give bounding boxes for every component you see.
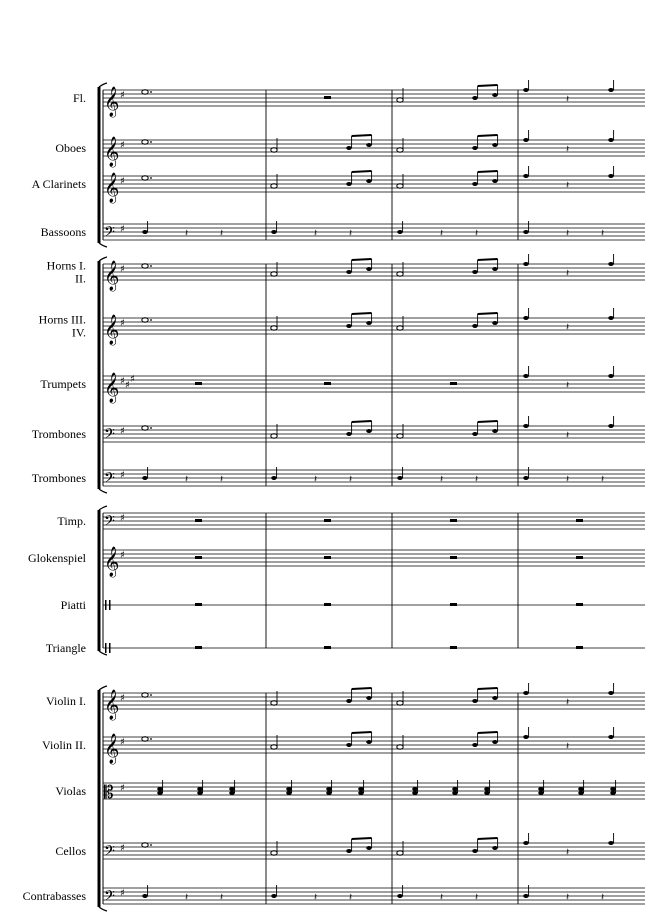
note-head [472, 270, 478, 274]
sharp-icon: ♯ [120, 888, 125, 899]
note-head [142, 737, 148, 741]
treble-clef-icon: 𝄞 [104, 137, 120, 167]
note-head [346, 182, 352, 186]
note-head [608, 424, 614, 428]
quarter-rest-icon: 𝄽 [185, 892, 189, 903]
instrument-label: Piatti [60, 598, 86, 612]
note-head [608, 374, 614, 378]
note-head [142, 693, 148, 697]
note-head [346, 699, 352, 703]
instrument-label: Trombones [31, 471, 86, 485]
instrument-label: Violin II. [42, 738, 86, 752]
note-head [326, 791, 332, 795]
quarter-rest-icon: 𝄽 [566, 741, 570, 752]
beam [478, 313, 498, 314]
note-head [142, 176, 148, 180]
bass-clef-icon: 𝄢 [104, 888, 115, 908]
note-head [397, 184, 403, 188]
staff-12 [61, 598, 645, 612]
beam [478, 838, 498, 839]
sharp-icon: ♯ [120, 693, 125, 704]
note-head [286, 791, 292, 795]
note-head [346, 849, 352, 853]
sharp-icon: ♯ [120, 550, 125, 561]
note-head [358, 787, 364, 791]
note-head [412, 787, 418, 791]
note-head [523, 88, 529, 92]
quarter-rest-icon: 𝄽 [220, 892, 224, 903]
note-head [523, 424, 529, 428]
note-head [523, 894, 529, 898]
quarter-rest-icon: 𝄽 [220, 228, 224, 239]
quarter-rest-icon: 𝄽 [440, 892, 444, 903]
percussion-clef [109, 643, 111, 653]
alto-clef-icon: 𝄡 [104, 783, 114, 803]
note-head [142, 264, 148, 268]
dot [150, 265, 152, 267]
instrument-label: Bassoons [40, 225, 86, 239]
quarter-rest-icon: 𝄽 [349, 228, 353, 239]
quarter-rest-icon: 𝄽 [566, 892, 570, 903]
sharp-icon: ♯ [120, 140, 125, 151]
whole-rest-icon [324, 96, 331, 99]
whole-rest-icon [324, 603, 331, 606]
bass-clef-icon: 𝄢 [104, 470, 115, 490]
note-head [346, 432, 352, 436]
sharp-icon: ♯ [120, 783, 125, 794]
note-head [608, 174, 614, 178]
note-head [286, 787, 292, 791]
quarter-rest-icon: 𝄽 [475, 474, 479, 485]
note-head [610, 787, 616, 791]
note-head [608, 735, 614, 739]
note-head [472, 324, 478, 328]
dot [150, 319, 152, 321]
bass-clef-icon: 𝄢 [104, 843, 115, 863]
quarter-rest-icon: 𝄽 [601, 474, 605, 485]
note-head [608, 88, 614, 92]
note-head [346, 146, 352, 150]
note-head [157, 791, 163, 795]
note-head [492, 179, 498, 183]
note-head [608, 316, 614, 320]
whole-rest-icon [576, 519, 583, 522]
note-head [229, 787, 235, 791]
staff-7 [40, 366, 645, 404]
quarter-rest-icon: 𝄽 [185, 228, 189, 239]
note-head [271, 184, 277, 188]
note-head [397, 894, 403, 898]
sharp-icon: ♯ [120, 513, 125, 524]
note-head [492, 696, 498, 700]
note-head [326, 787, 332, 791]
whole-rest-icon [195, 603, 202, 606]
note-head [492, 143, 498, 147]
note-head [366, 740, 372, 744]
treble-clef-icon: 𝄞 [104, 547, 120, 577]
instrument-label: Fl. [72, 91, 86, 105]
quarter-rest-icon: 𝄽 [601, 228, 605, 239]
note-head [523, 735, 529, 739]
note-head [472, 743, 478, 747]
note-head [608, 841, 614, 845]
sharp-icon: ♯ [120, 176, 125, 187]
note-head [271, 148, 277, 152]
whole-rest-icon [450, 556, 457, 559]
note-head [492, 740, 498, 744]
quarter-rest-icon: 𝄽 [566, 430, 570, 441]
note-head [538, 787, 544, 791]
note-head [271, 230, 277, 234]
note-head [523, 841, 529, 845]
note-head [523, 174, 529, 178]
note-head [452, 787, 458, 791]
treble-clef-icon: 𝄞 [104, 315, 120, 345]
note-head [608, 138, 614, 142]
dot [150, 91, 152, 93]
note-head [452, 791, 458, 795]
note-head [366, 696, 372, 700]
instrument-label: Oboes [55, 141, 86, 155]
note-head [472, 182, 478, 186]
note-head [397, 851, 403, 855]
note-head [608, 691, 614, 695]
note-head [157, 787, 163, 791]
staff-18 [23, 885, 645, 908]
quarter-rest-icon: 𝄽 [475, 228, 479, 239]
note-head [538, 791, 544, 795]
note-head [397, 701, 403, 705]
note-head [397, 745, 403, 749]
quarter-rest-icon: 𝄽 [440, 228, 444, 239]
whole-rest-icon [576, 556, 583, 559]
note-head [412, 791, 418, 795]
note-head [472, 432, 478, 436]
instrument-label: Contrabasses [22, 889, 86, 903]
quarter-rest-icon: 𝄽 [566, 94, 570, 105]
note-head [523, 138, 529, 142]
beam [478, 688, 498, 689]
whole-rest-icon [324, 646, 331, 649]
note-head [229, 791, 235, 795]
instrument-label: Triangle [45, 641, 86, 655]
sharp-icon: ♯ [120, 470, 125, 481]
staff-11 [28, 546, 645, 578]
bass-clef-icon: 𝄢 [104, 224, 115, 244]
note-head [271, 272, 277, 276]
note-head [397, 434, 403, 438]
instrument-label: Glokenspiel [28, 551, 86, 565]
quarter-rest-icon: 𝄽 [566, 228, 570, 239]
note-head [472, 146, 478, 150]
dot [150, 694, 152, 696]
note-head [397, 326, 403, 330]
note-head [197, 787, 203, 791]
quarter-rest-icon: 𝄽 [601, 892, 605, 903]
sharp-icon: ♯ [120, 318, 125, 329]
note-head [358, 791, 364, 795]
quarter-rest-icon: 𝄽 [314, 892, 318, 903]
dot [150, 177, 152, 179]
note-head [366, 179, 372, 183]
instrument-label: A Clarinets [31, 177, 86, 191]
whole-rest-icon [324, 556, 331, 559]
note-head [523, 691, 529, 695]
whole-rest-icon [450, 382, 457, 385]
instrument-label: Trombones [31, 427, 86, 441]
note-head [397, 272, 403, 276]
sharp-icon: ♯ [120, 426, 125, 437]
beam [478, 732, 498, 733]
beam [478, 421, 498, 422]
note-head [197, 791, 203, 795]
instrument-label: Violas [55, 784, 86, 798]
instrument-label: II. [75, 271, 86, 286]
dot [150, 141, 152, 143]
percussion-clef [109, 600, 111, 610]
treble-clef-icon: 𝄞 [104, 734, 120, 764]
note-head [523, 262, 529, 266]
sharp-icon: ♯ [120, 224, 125, 235]
note-head [397, 230, 403, 234]
bass-clef-icon: 𝄢 [104, 426, 115, 446]
note-head [271, 701, 277, 705]
whole-rest-icon [450, 646, 457, 649]
note-head [608, 262, 614, 266]
note-head [523, 316, 529, 320]
note-head [472, 96, 478, 100]
note-head [610, 791, 616, 795]
note-head [346, 743, 352, 747]
whole-rest-icon [195, 382, 202, 385]
sharp-icon: ♯ [130, 374, 135, 385]
note-head [142, 426, 148, 430]
staff-10 [57, 513, 645, 533]
note-head [142, 894, 148, 898]
sharp-icon: ♯ [120, 264, 125, 275]
quarter-rest-icon: 𝄽 [566, 180, 570, 191]
note-head [366, 429, 372, 433]
whole-rest-icon [195, 646, 202, 649]
whole-rest-icon [195, 519, 202, 522]
sharp-icon: ♯ [120, 376, 125, 387]
staff-8 [32, 416, 645, 446]
whole-rest-icon [450, 603, 457, 606]
note-head [492, 846, 498, 850]
dot [150, 427, 152, 429]
note-head [397, 98, 403, 102]
note-head [492, 321, 498, 325]
staff-15 [42, 727, 645, 765]
quarter-rest-icon: 𝄽 [566, 380, 570, 391]
note-head [271, 851, 277, 855]
note-head [492, 267, 498, 271]
bass-clef-icon: 𝄢 [104, 513, 115, 533]
beam [478, 171, 498, 172]
sharp-icon: ♯ [120, 90, 125, 101]
note-head [484, 791, 490, 795]
instrument-label: Violin I. [46, 694, 86, 708]
staff-13 [46, 641, 645, 655]
note-head [271, 894, 277, 898]
beam [352, 259, 372, 260]
staff-1 [73, 80, 645, 118]
dot [150, 844, 152, 846]
instrument-label: IV. [71, 325, 86, 340]
quarter-rest-icon: 𝄽 [349, 474, 353, 485]
quarter-rest-icon: 𝄽 [566, 144, 570, 155]
percussion-clef [105, 643, 107, 653]
treble-clef-icon: 𝄞 [104, 690, 120, 720]
note-head [472, 849, 478, 853]
treble-clef-icon: 𝄞 [104, 87, 120, 117]
staff-17 [55, 833, 645, 863]
instrument-label: Horns III. [38, 312, 86, 327]
note-head [578, 787, 584, 791]
beam [478, 259, 498, 260]
note-head [523, 476, 529, 480]
quarter-rest-icon: 𝄽 [475, 892, 479, 903]
beam [352, 135, 372, 136]
beam [352, 313, 372, 314]
note-head [142, 140, 148, 144]
note-head [366, 267, 372, 271]
staff-2 [55, 130, 645, 168]
beam [352, 838, 372, 839]
quarter-rest-icon: 𝄽 [566, 697, 570, 708]
instrument-label: Horns I. [46, 258, 86, 273]
staff-14 [46, 683, 645, 721]
note-head [271, 745, 277, 749]
instrument-label: Trumpets [40, 377, 86, 391]
sharp-icon: ♯ [125, 380, 130, 391]
quarter-rest-icon: 𝄽 [314, 228, 318, 239]
sharp-icon: ♯ [120, 843, 125, 854]
quarter-rest-icon: 𝄽 [566, 847, 570, 858]
whole-rest-icon [324, 382, 331, 385]
staff-5 [47, 254, 645, 292]
dot [150, 738, 152, 740]
treble-clef-icon: 𝄞 [104, 261, 120, 291]
quarter-rest-icon: 𝄽 [566, 474, 570, 485]
note-head [366, 846, 372, 850]
note-head [397, 148, 403, 152]
whole-rest-icon [324, 519, 331, 522]
note-head [492, 429, 498, 433]
quarter-rest-icon: 𝄽 [220, 474, 224, 485]
note-head [142, 230, 148, 234]
whole-rest-icon [576, 646, 583, 649]
beam [352, 171, 372, 172]
note-head [397, 476, 403, 480]
note-head [523, 374, 529, 378]
treble-clef-icon: 𝄞 [104, 373, 120, 403]
note-head [492, 93, 498, 97]
staff-4 [41, 221, 645, 244]
note-head [271, 326, 277, 330]
whole-rest-icon [576, 603, 583, 606]
beam [352, 688, 372, 689]
beam [478, 85, 498, 86]
note-head [472, 699, 478, 703]
note-head [366, 321, 372, 325]
quarter-rest-icon: 𝄽 [440, 474, 444, 485]
whole-rest-icon [450, 519, 457, 522]
note-head [346, 270, 352, 274]
treble-clef-icon: 𝄞 [104, 173, 120, 203]
note-head [578, 791, 584, 795]
note-head [142, 318, 148, 322]
whole-rest-icon [195, 556, 202, 559]
note-head [142, 843, 148, 847]
staff-3 [32, 166, 645, 204]
beam [352, 421, 372, 422]
note-head [142, 476, 148, 480]
note-head [142, 90, 148, 94]
note-head [366, 143, 372, 147]
staff-16 [55, 780, 645, 803]
staff-6 [39, 308, 645, 346]
note-head [271, 476, 277, 480]
note-head [271, 434, 277, 438]
note-head [523, 230, 529, 234]
quarter-rest-icon: 𝄽 [349, 892, 353, 903]
quarter-rest-icon: 𝄽 [185, 474, 189, 485]
instrument-label: Timp. [57, 514, 86, 528]
note-head [346, 324, 352, 328]
quarter-rest-icon: 𝄽 [566, 268, 570, 279]
instrument-label: Cellos [55, 844, 86, 858]
beam [352, 732, 372, 733]
staff-9 [32, 467, 645, 490]
beam [478, 135, 498, 136]
quarter-rest-icon: 𝄽 [566, 322, 570, 333]
percussion-clef [105, 600, 107, 610]
sharp-icon: ♯ [120, 737, 125, 748]
quarter-rest-icon: 𝄽 [314, 474, 318, 485]
note-head [484, 787, 490, 791]
